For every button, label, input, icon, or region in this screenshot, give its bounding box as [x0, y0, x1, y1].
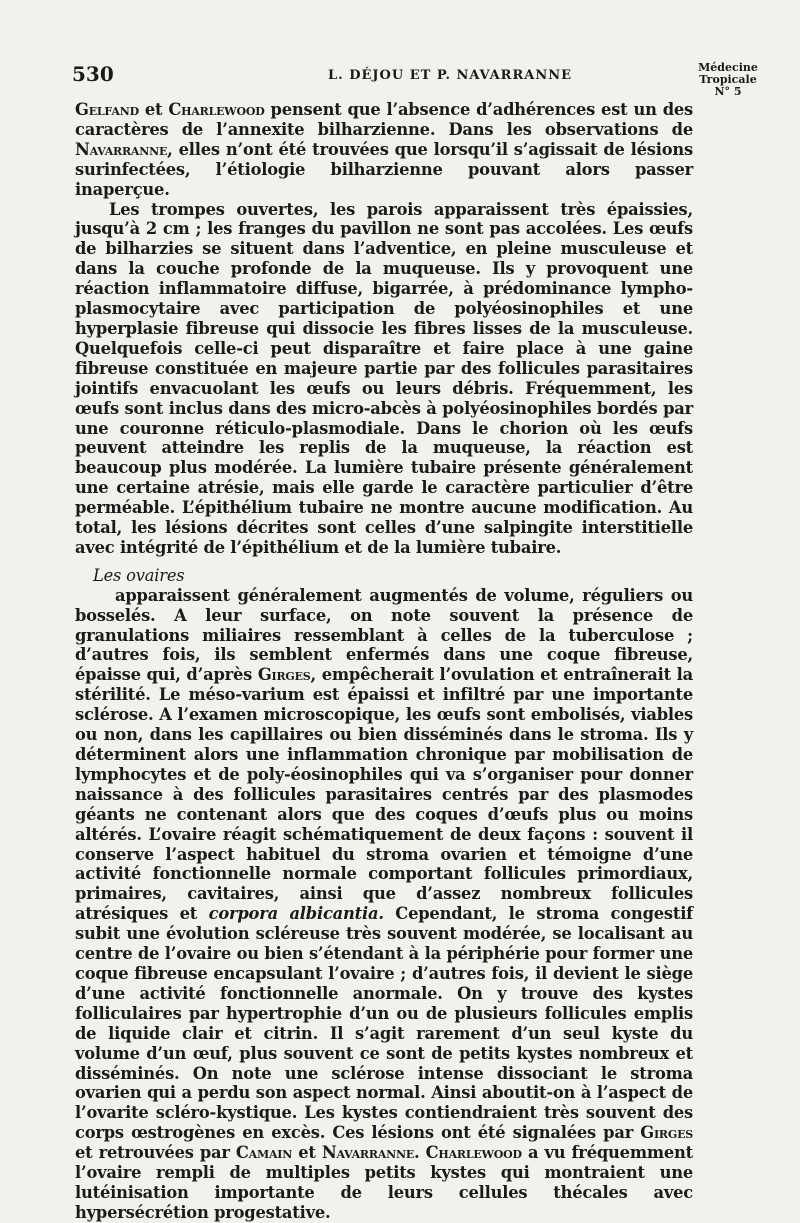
paragraph-text: , elles n’ont été trouvées que lorsqu’il s’agissait de lésions surinfectées, l’étiologie bilharzienne pouvant alors passer inaperçue. [75, 139, 693, 199]
paragraph-ovaries [75, 586, 693, 1223]
author-name: Charlewood [168, 100, 265, 119]
article-body [75, 100, 693, 1223]
paragraph-text: a vu fréquemment l’ovaire rempli de multiples petits kystes qui montraient une lutéinisation importante de leurs cellules thécales avec hypersécrétion progestative. [75, 1143, 693, 1222]
author-name: Charlewood [425, 1143, 522, 1163]
section-heading: Les ovaires [93, 565, 185, 585]
paragraph-text: apparaissent généralement augmentés de volume, réguliers ou bosselés. A leur surface, on note souvent la présence de granulations miliaires ressemblant à celles de la tuberculose ; d’autres fois, ils semblent enfermés dans une coque fibreuse, épaisse qui, d’après [75, 585, 693, 685]
author-name: Girges [257, 665, 311, 685]
page-number: 530 [72, 62, 114, 86]
paragraph-text: . [414, 1143, 426, 1163]
paragraph-text: et [138, 100, 169, 119]
page-header [70, 62, 770, 102]
journal-name-line1: Médecine [698, 61, 758, 74]
author-name: Girges [640, 1123, 693, 1143]
paragraph-text: et retrouvées par [75, 1143, 236, 1163]
running-title: L. DÉJOU ET P. NAVARRANNE [328, 68, 573, 83]
paragraph-text: et [292, 1143, 322, 1163]
paragraph-text: pensent que l’absence d’adhérences est un des caractères de l’annexite bilharzienne. Dans les observations de [75, 100, 693, 139]
author-name: Gelfand [75, 100, 139, 119]
author-name: Navarranne [75, 139, 168, 159]
paragraph-text: , empêcherait l’ovulation et entraînerait la stérilité. Le méso-varium est épaissi et infiltré par une importante sclérose. A l’examen microscopique, les œufs sont embolisés, viables ou non, dans les capillaires ou bien disséminés dans le stroma. Ils y déterminent alors une inflammation chronique par mobilisation de lymphocytes et de poly-éosinophiles qui va s’organiser pour donner naissance à des follicules parasitaires centrés par des plasmodes géants ne contenant alors que des coques d’œufs plus ou moins altérés. L’ovaire réagit schématiquement de deux façons : souvent il conserve l’aspect habituel du stroma ovarien et témoigne d’une activité fonctionnelle normale comportant follicules primordiaux, primaires, cavitaires, ainsi que d’assez nombreux follicules atrésiques et [75, 665, 693, 924]
paragraph-tubes: Les trompes ouvertes, les parois apparaissent très épaissies, jusqu’à 2 cm ; les franges du pavillon ne sont pas accolées. Les œufs de bilharzies se situent dans l’adventice, en pleine musculeuse et dans la couche profonde de la muqueuse. Ils y provoquent une réaction inflammatoire diffuse, bigarrée, à prédominance lympho-plasmocytaire avec participation de polyéosinophiles et une hyperplasie fibreuse qui dissocie les fibres lisses de la musculeuse. Quelquefois celle-ci peut disparaître et faire place à une gaine fibreuse constituée en majeure partie par des follicules parasitaires jointifs envacuolant les œufs ou leurs débris. Fréquemment, les œufs sont inclus dans des micro-abcès à polyéosinophiles bordés par une couronne réticulo-plasmodiale. Dans le chorion où les œufs peuvent atteindre les replis de la muqueuse, la réaction est beaucoup plus modérée. La lumière tubaire présente généralement une certaine atrésie, mais elle garde le caractère particulier d’être perméable. L’épithélium tubaire ne montre aucune modification. Au total, les lésions décrites sont celles d’une salpingite interstitielle avec intégrité de l’épithélium et de la lumière tubaire. [75, 199, 693, 557]
journal-marker [686, 62, 770, 98]
paragraph-text: Cependant, le stroma congestif subit une évolution scléreuse très souvent modérée, se localisant au centre de l’ovaire ou bien s’étendant à la périphérie pour former une coque fibreuse encapsulant l’ovaire ; d’autres fois, il devient le siège d’une activité fonctionnelle anormale. On y trouve des kystes folliculaires par hypertrophie d’un ou de plusieurs follicules emplis de liquide clair et citrin. Il s’agit rarement d’un seul kyste du volume d’un œuf, plus souvent ce sont de petits kystes nombreux et disséminés. On note une sclérose intense dissociant le stroma ovarien qui a perdu son aspect normal. Ainsi aboutit-on à l’aspect de l’ovarite scléro-kystique. Les kystes contiendraient très souvent des corps œstrogènes en excès. Ces lésions ont été signalées par [75, 904, 693, 1143]
journal-name-line2: Tropicale [699, 73, 757, 86]
author-name: Camain [235, 1143, 293, 1163]
latin-term: corpora albicantia. [208, 904, 384, 924]
author-name: Navarranne [321, 1143, 415, 1163]
paragraph-adhesions [75, 100, 693, 200]
journal-issue: N° 5 [714, 85, 742, 98]
